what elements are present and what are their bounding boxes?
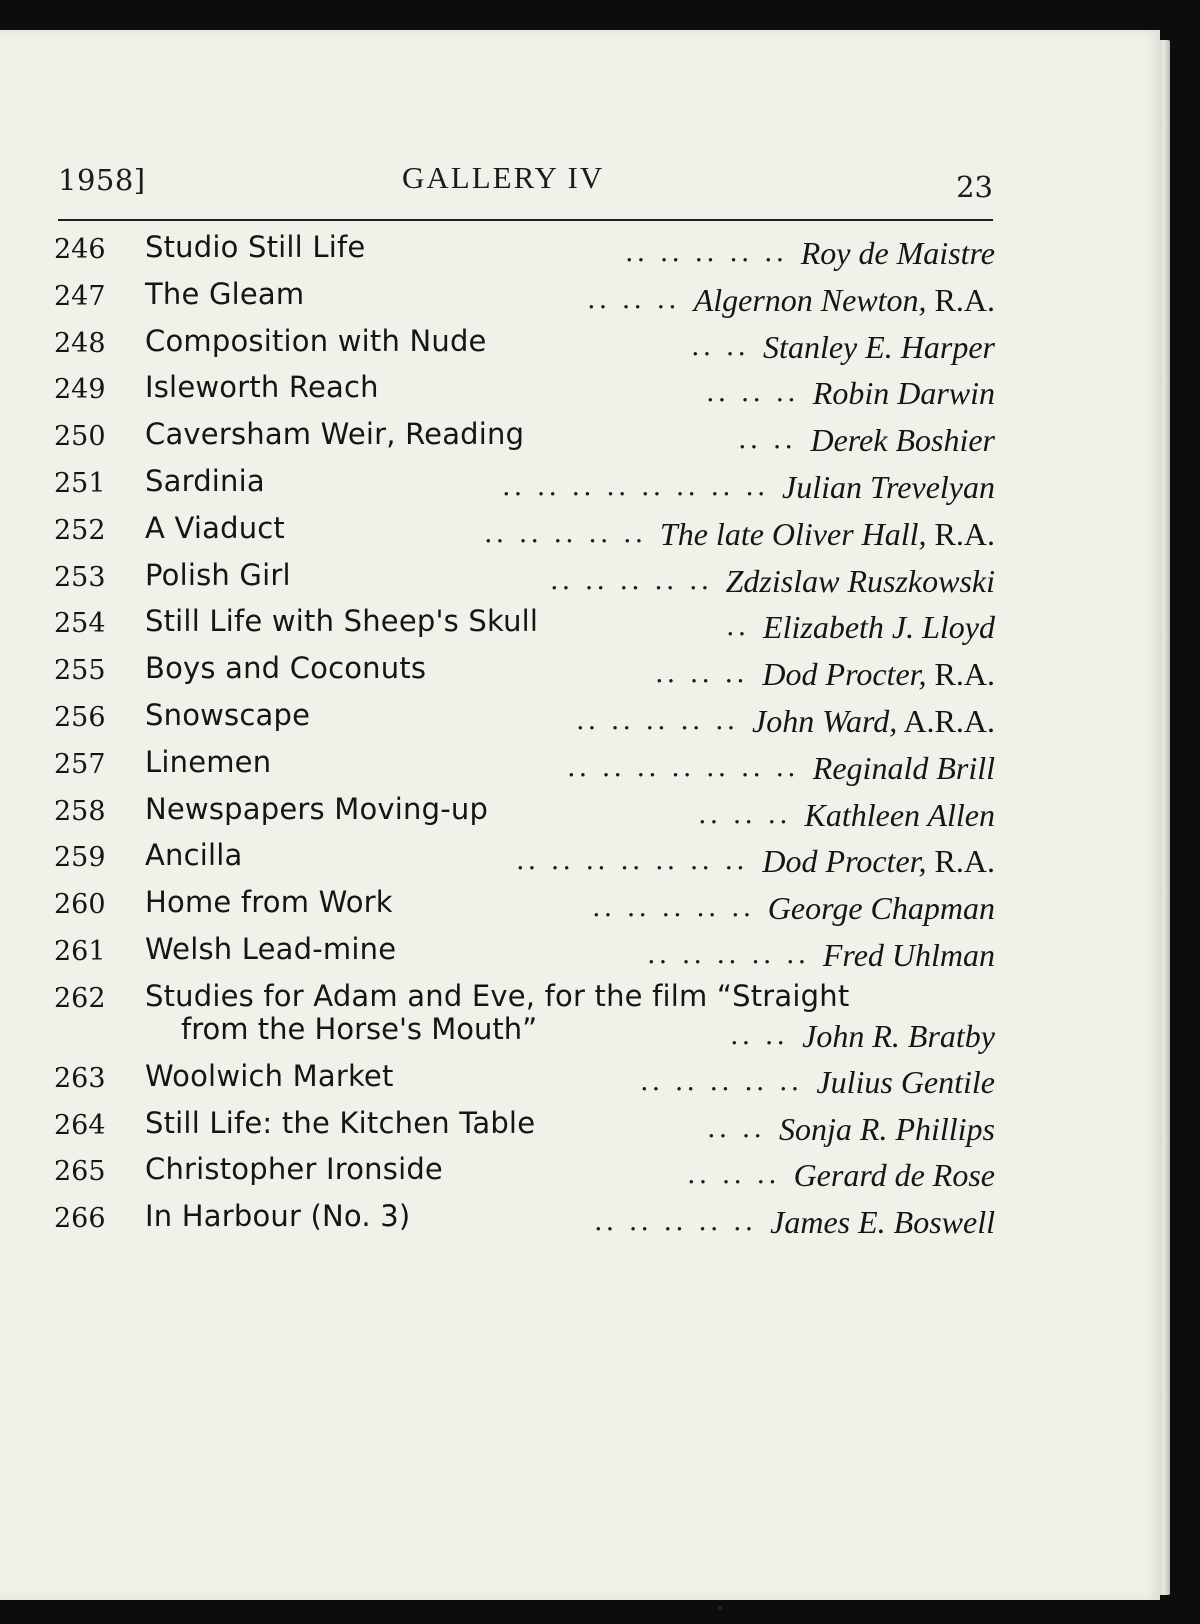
artist-name: Dod Procter,	[762, 656, 927, 693]
dot-leader: .. .. ..	[706, 377, 799, 409]
entry-number: 246	[54, 234, 106, 265]
entry-artist	[813, 750, 995, 787]
entry-number: 259	[54, 842, 106, 874]
catalogue-entry	[54, 366, 999, 413]
artist-name: Robin Darwin	[812, 375, 995, 412]
entry-number: 249	[54, 374, 106, 406]
entry-artist	[802, 1018, 995, 1055]
artist-honour: R.A.	[926, 515, 995, 552]
entry-title: Ancilla	[145, 838, 243, 873]
dot-leader: .. .. .. .. .. .. ..	[567, 751, 799, 783]
entry-number: 250	[54, 421, 106, 453]
running-head	[58, 133, 993, 204]
entry-number: 256	[54, 701, 106, 733]
entry-artist	[752, 703, 995, 740]
entry-artist	[805, 797, 995, 834]
artist-name: Julius Gentile	[816, 1063, 995, 1100]
dot-leader: ..	[726, 611, 750, 643]
dot-leader: .. .. .. .. .. .. ..	[516, 845, 748, 877]
artist-name: Dod Procter,	[762, 843, 927, 880]
catalogue-entry	[54, 554, 999, 601]
entry-title: The Gleam	[145, 276, 305, 311]
dot-leader: .. .. .. .. ..	[576, 704, 739, 736]
artist-name: Algernon Newton,	[693, 281, 927, 318]
catalogue-entry	[54, 881, 999, 928]
catalogue-entry	[54, 647, 999, 694]
catalogue-entry	[54, 1102, 999, 1149]
dot-leader: .. .. .. .. ..	[625, 237, 788, 268]
entry-title: Sardinia	[145, 463, 265, 498]
dot-leader: .. .. .. .. ..	[484, 517, 647, 549]
page-number: 23	[956, 170, 993, 204]
entry-artist	[763, 329, 995, 366]
artist-name: Julian Trevelyan	[782, 468, 995, 505]
entry-number: 252	[54, 514, 106, 546]
entry-title: Still Life: the Kitchen Table	[145, 1105, 536, 1140]
header-rule	[58, 219, 993, 221]
catalogue-entry	[54, 694, 999, 741]
catalogue-entry	[54, 741, 999, 788]
entry-artist	[660, 516, 995, 553]
artist-name: Roy de Maistre	[800, 235, 995, 271]
catalogue-page	[0, 30, 1160, 1600]
dot-leader: .. ..	[691, 330, 749, 362]
catalogue-entry	[54, 834, 999, 881]
artist-name: John Ward,	[752, 702, 898, 739]
entry-artist	[762, 656, 995, 693]
entry-title: Home from Work	[145, 885, 393, 920]
entry-artist	[763, 609, 995, 646]
dot-leader: .. .. .. .. ..	[592, 892, 755, 924]
catalogue-list	[54, 226, 999, 1242]
entry-artist	[794, 1157, 995, 1194]
dot-leader: .. .. .. .. ..	[640, 1065, 803, 1097]
entry-number: 261	[54, 935, 106, 967]
entry-artist	[816, 1064, 995, 1101]
catalogue-entry	[54, 1148, 999, 1195]
artist-name: Kathleen Allen	[804, 796, 995, 833]
entry-title: Composition with Nude	[145, 323, 487, 358]
entry-title: Snowscape	[145, 697, 311, 732]
entry-artist	[770, 1204, 995, 1241]
catalogue-entry	[54, 273, 999, 320]
entry-title: A Viaduct	[145, 510, 285, 545]
running-head-year: 1958]	[58, 163, 146, 197]
artist-honour: R.A.	[926, 281, 995, 318]
artist-name: George Chapman	[767, 890, 995, 927]
entry-artist	[801, 235, 995, 272]
entry-number: 260	[54, 889, 106, 921]
catalogue-entry	[54, 226, 999, 273]
artist-name: Zdzislaw Ruszkowski	[725, 562, 995, 599]
entry-number: 255	[54, 655, 106, 687]
dot-leader: .. .. .. .. ..	[647, 938, 810, 970]
entry-number: 251	[54, 467, 106, 499]
entry-title: Isleworth Reach	[145, 370, 379, 405]
dot-leader: .. ..	[738, 424, 796, 456]
entry-artist	[813, 375, 995, 412]
entry-artist	[782, 469, 995, 506]
dot-leader: .. ..	[707, 1112, 765, 1144]
entry-number: 264	[54, 1109, 106, 1141]
dot-leader: .. .. ..	[698, 798, 791, 830]
catalogue-entry	[54, 600, 999, 647]
artist-name: Gerard de Rose	[793, 1157, 995, 1194]
entry-title: Christopher Ironside	[145, 1152, 443, 1187]
artist-honour: R.A.	[926, 656, 995, 693]
entry-title: In Harbour (No. 3)	[145, 1199, 411, 1234]
entry-artist	[810, 422, 995, 459]
dot-leader: .. .. .. .. .. .. .. ..	[502, 470, 769, 502]
catalogue-entry	[54, 928, 999, 975]
entry-artist	[726, 563, 995, 600]
entry-title: Newspapers Moving-up	[145, 791, 489, 826]
entry-artist	[768, 890, 995, 927]
artist-name: Reginald Brill	[812, 749, 995, 786]
entry-number: 257	[54, 748, 106, 780]
entry-number: 263	[54, 1062, 106, 1094]
artist-honour: R.A.	[926, 843, 995, 880]
artist-name: Derek Boshier	[810, 422, 995, 459]
artist-name: Fred Uhlman	[822, 936, 995, 973]
artist-name: Stanley E. Harper	[763, 328, 995, 365]
dot-leader: .. .. ..	[687, 1159, 780, 1191]
entry-number: 254	[54, 608, 106, 640]
entry-number: 253	[54, 561, 106, 593]
artist-name: James E. Boswell	[770, 1204, 995, 1241]
artist-honour: A.R.A.	[897, 702, 995, 739]
artist-name: John R. Bratby	[802, 1017, 995, 1054]
dot-leader: .. ..	[730, 1019, 788, 1051]
dot-leader: .. .. ..	[655, 658, 748, 690]
artist-name: Elizabeth J. Lloyd	[763, 609, 995, 646]
entry-number: 247	[54, 280, 106, 312]
entry-title: Linemen	[145, 744, 272, 779]
entry-number: 248	[54, 327, 106, 359]
entry-title: Woolwich Market	[145, 1058, 394, 1093]
entry-number: 266	[54, 1203, 106, 1235]
catalogue-entry	[54, 413, 999, 460]
artist-name: Sonja R. Phillips	[779, 1110, 995, 1147]
entry-number: 258	[54, 795, 106, 827]
entry-artist	[762, 843, 995, 880]
entry-number: 262	[54, 982, 106, 1014]
entry-title: Studies for Adam and Eve, for the film “Straight	[145, 978, 850, 1013]
entry-artist	[823, 937, 995, 974]
gallery-title: GALLERY IV	[402, 160, 605, 195]
artist-name: The late Oliver Hall,	[659, 515, 927, 552]
catalogue-entry	[54, 1195, 999, 1242]
entry-title-continued: from the Horse's Mouth”	[181, 1011, 538, 1046]
dot-leader: .. .. .. .. ..	[550, 564, 713, 596]
entry-title: Welsh Lead-mine	[145, 931, 397, 966]
entry-artist	[694, 282, 995, 319]
catalogue-entry	[54, 975, 999, 1055]
catalogue-entry	[54, 788, 999, 835]
catalogue-entry	[54, 1055, 999, 1102]
entry-title: Still Life with Sheep's Skull	[145, 604, 539, 639]
dot-leader: .. .. .. .. ..	[594, 1206, 757, 1238]
entry-artist	[779, 1111, 995, 1148]
entry-title: Boys and Coconuts	[145, 651, 427, 686]
entry-title: Caversham Weir, Reading	[145, 417, 525, 452]
dot-leader: .. .. ..	[587, 283, 680, 315]
entry-title: Polish Girl	[145, 557, 291, 592]
catalogue-entry	[54, 507, 999, 554]
entry-title: Studio Still Life	[145, 230, 366, 264]
catalogue-entry	[54, 320, 999, 367]
entry-number: 265	[54, 1156, 106, 1188]
catalogue-entry	[54, 460, 999, 507]
